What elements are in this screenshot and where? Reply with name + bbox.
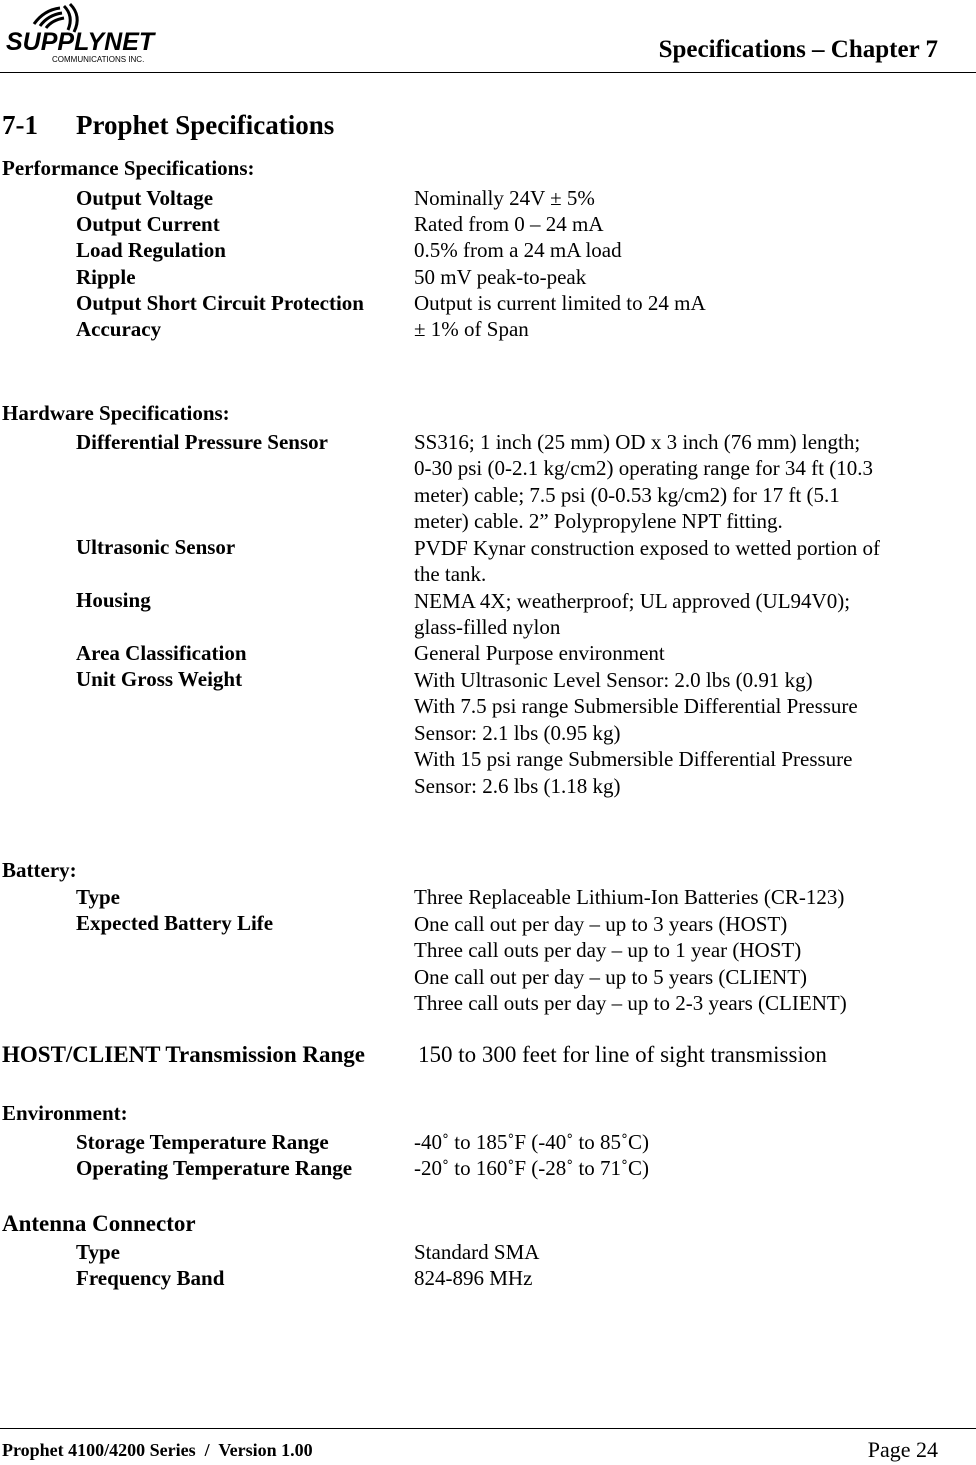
- spec-value: [414, 911, 934, 1017]
- supplynet-logo: [4, 2, 174, 66]
- spec-value-line: One call out per day – up to 5 years (CLIENT): [414, 964, 808, 989]
- spec-value-line: One call out per day – up to 3 years (HOST): [414, 912, 788, 936]
- spec-label: Output Voltage: [76, 186, 214, 210]
- spec-value: Rated from 0 – 24 mA: [414, 212, 604, 236]
- spec-value: Nominally 24V ± 5%: [414, 186, 595, 210]
- section-number: 7-1: [2, 110, 38, 140]
- spec-value-line: PVDF Kynar construction exposed to wetted portion of: [414, 536, 881, 560]
- spec-label: Type: [76, 885, 120, 909]
- spec-value-line: the tank.: [414, 562, 487, 587]
- spec-value: -20˚ to 160˚F (-28˚ to 71˚C): [414, 1156, 650, 1180]
- spec-label: Output Current: [76, 212, 220, 236]
- spec-value: Three Replaceable Lithium-Ion Batteries (CR-123): [414, 885, 845, 909]
- page-number: Page 24: [867, 1437, 938, 1462]
- footer-rule: [0, 1428, 976, 1429]
- spec-value-line: Three call outs per day – up to 2-3 years (CLIENT): [414, 991, 847, 1016]
- spec-value-line: meter) cable. 2” Polypropylene NPT fitting.: [414, 509, 783, 534]
- spec-label: Differential Pressure Sensor: [76, 430, 328, 454]
- transmission-range-value: 150 to 300 feet for line of sight transmission: [418, 1042, 827, 1067]
- logo-sub-text: COMMUNICATIONS INC.: [52, 55, 145, 64]
- spec-value-line: SS316; 1 inch (25 mm) OD x 3 inch (76 mm) length;: [414, 430, 861, 454]
- spec-label: Output Short Circuit Protection: [76, 291, 364, 315]
- spec-value: [414, 588, 934, 641]
- performance-heading: Performance Specifications:: [2, 156, 255, 180]
- spec-label: Expected Battery Life: [76, 911, 274, 935]
- spec-label: Frequency Band: [76, 1266, 225, 1290]
- footer-product-version: Prophet 4100/4200 Series / Version 1.00: [2, 1440, 313, 1460]
- spec-value-line: With 15 psi range Submersible Differential Pressure: [414, 747, 853, 772]
- spec-value-line: meter) cable; 7.5 psi (0-0.53 kg/cm2) for 17 ft (5.1: [414, 482, 840, 507]
- spec-label: Area Classification: [76, 641, 247, 665]
- spec-value: [414, 429, 934, 535]
- spec-value: General Purpose environment: [414, 641, 665, 665]
- spec-value: 0.5% from a 24 mA load: [414, 238, 622, 262]
- spec-label: Type: [76, 1240, 120, 1264]
- spec-value: 824-896 MHz: [414, 1266, 533, 1290]
- spec-value: ± 1% of Span: [414, 317, 529, 341]
- spec-label: Load Regulation: [76, 238, 226, 262]
- spec-label: Ripple: [76, 265, 136, 289]
- spec-value-line: glass-filled nylon: [414, 615, 561, 640]
- spec-value: 50 mV peak-to-peak: [414, 265, 587, 289]
- spec-value: Standard SMA: [414, 1240, 540, 1264]
- signal-waves-icon: [4, 2, 174, 66]
- spec-value-line: NEMA 4X; weatherproof; UL approved (UL94V0);: [414, 589, 851, 613]
- spec-value-line: Sensor: 2.1 lbs (0.95 kg): [414, 720, 621, 745]
- spec-label: Ultrasonic Sensor: [76, 535, 236, 559]
- environment-heading: Environment:: [2, 1101, 128, 1125]
- spec-label: Storage Temperature Range: [76, 1130, 329, 1154]
- spec-value-line: Sensor: 2.6 lbs (1.18 kg): [414, 773, 621, 798]
- spec-value: -40˚ to 185˚F (-40˚ to 85˚C): [414, 1130, 650, 1154]
- spec-value: Output is current limited to 24 mA: [414, 291, 706, 315]
- antenna-heading: Antenna Connector: [2, 1211, 196, 1236]
- header-rule: [0, 72, 976, 73]
- spec-label: Operating Temperature Range: [76, 1156, 353, 1180]
- spec-label: Unit Gross Weight: [76, 667, 243, 691]
- logo-main-text: SUPPLYNET: [6, 28, 155, 56]
- section-title: Prophet Specifications: [76, 110, 335, 140]
- spec-label: Housing: [76, 588, 151, 612]
- spec-value-line: 0-30 psi (0-2.1 kg/cm2) operating range for 34 ft (10.3: [414, 456, 873, 481]
- spec-value-line: Three call outs per day – up to 1 year (HOST): [414, 938, 802, 963]
- chapter-title: Specifications – Chapter 7: [658, 36, 938, 63]
- battery-heading: Battery:: [2, 858, 77, 882]
- spec-value: [414, 535, 934, 588]
- spec-value-line: With Ultrasonic Level Sensor: 2.0 lbs (0.91 kg): [414, 668, 813, 692]
- spec-value-line: With 7.5 psi range Submersible Differential Pressure: [414, 694, 858, 719]
- transmission-range-label: HOST/CLIENT Transmission Range: [2, 1042, 365, 1067]
- spec-label: Accuracy: [76, 317, 162, 341]
- hardware-heading: Hardware Specifications:: [2, 401, 230, 425]
- spec-value: [414, 667, 934, 799]
